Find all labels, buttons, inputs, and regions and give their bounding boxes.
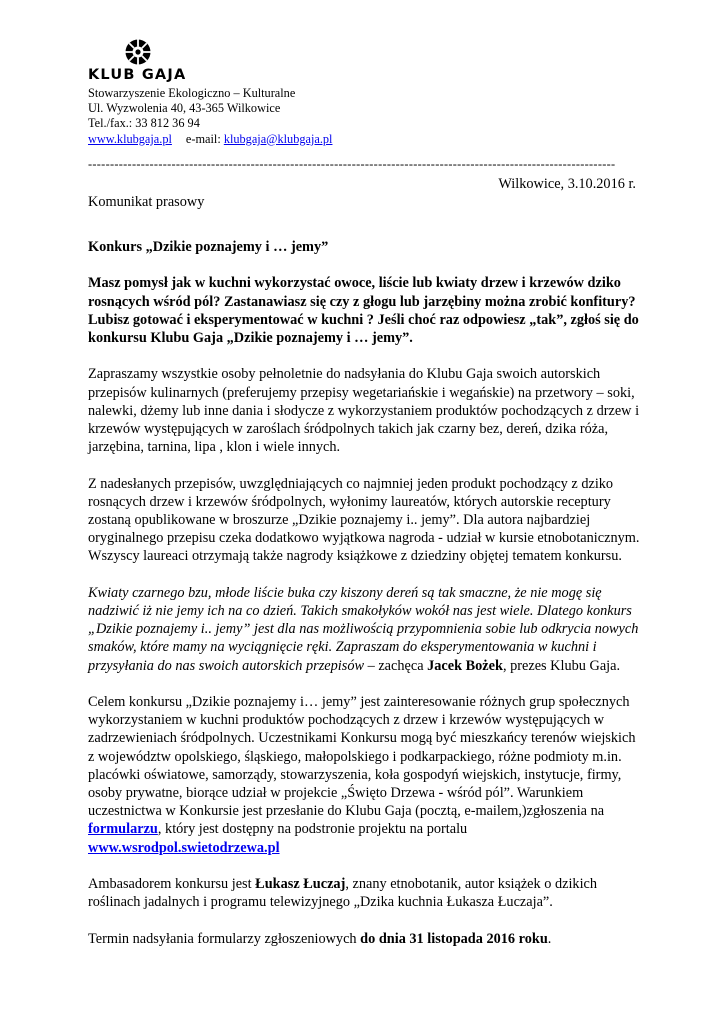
paragraph-prizes: Z nadesłanych przepisów, uwzględniających co najmniej jeden produkt pochodzący z dziko rosnących drzew i krzewów śródpolnych, wyłonimy laureatów, których autorskie receptury zostaną opublikowane w broszurze „Dzikie poznajemy i.. jemy”. Dla autora najbardziej oryginalnego przepisu czeka dodatkowo wyjątkowa nagroda - udział w kursie etnobotanicznym. Wszyscy laureaci otrzymają także nagrody książkowe z dziedziny objętej tematem konkursu. bbox=[88, 475, 640, 565]
deadline-suffix: . bbox=[547, 930, 552, 947]
contest-title: Konkurs „Dzikie poznajemy i … jemy” bbox=[88, 239, 329, 255]
org-phone: Tel./fax.: 33 812 36 94 bbox=[88, 116, 200, 131]
website-link[interactable]: www.klubgaja.pl bbox=[88, 131, 172, 146]
logo-wordmark: KLUB GAJA bbox=[88, 67, 187, 83]
deadline-prefix: Termin nadsyłania formularzy zgłoszeniowych bbox=[88, 930, 361, 947]
org-name: Stowarzyszenie Ekologiczno – Kulturalne bbox=[88, 86, 296, 100]
email-link[interactable]: klubgaja@klubgaja.pl bbox=[223, 131, 333, 146]
paragraph-goal bbox=[88, 693, 640, 857]
deadline-date: do dnia 31 listopada 2016 roku bbox=[360, 930, 548, 947]
logo-emblem-icon bbox=[88, 38, 208, 68]
lead-paragraph: Masz pomysł jak w kuchni wykorzystać owoce, liście lub kwiaty drzew i krzewów dziko rosnących wśród pól? Zastanawiasz się czy z głogu lub jarzębiny można zrobić konfitury? Lubisz gotować i eksperymentować w kuchni ? Jeśli choć raz odpowiesz „tak”, zgłoś się do konkursu Klubu Gaja „Dzikie poznajemy i … jemy”. bbox=[88, 275, 639, 346]
email-label: e-mail: bbox=[185, 131, 221, 146]
dashed-separator: ------------------------------------------------------------------------------------------------------------------------ bbox=[88, 157, 616, 171]
klub-gaja-logo bbox=[88, 38, 208, 88]
quote-attribution-suffix: , prezes Klubu Gaja. bbox=[502, 657, 621, 674]
paragraph-ambassador bbox=[88, 875, 640, 911]
goal-text: Celem konkursu „Dzikie poznajemy i… jemy” jest zainteresowanie różnych grup społecznych wykorzystaniem w kuchni produktów pochodzących z drzew i krzewów występujących w zadrzewieniach śródpolnych. Uczestnikami Konkursu mogą być mieszkańcy terenów wiejskich z województw opolskiego, śląskiego, małopolskiego i podkarpackiego, różne podmioty m.in. placówki oświatowe, samorządy, stowarzyszenia, koła gospodyń wiejskich, instytucje, firmy, osoby prywatne, biorące udział w projekcie „Święto Drzewa - wśród pól”. Warunkiem uczestnictwa w Konkursie jest przesłanie do Klubu Gaja (pocztą, e-mailem,)zgłoszenia na bbox=[88, 694, 636, 820]
document-type: Komunikat prasowy bbox=[88, 194, 205, 210]
org-contact-block bbox=[88, 86, 332, 147]
ambassador-name: Łukasz Łuczaj bbox=[255, 876, 346, 893]
form-link[interactable]: formularzu bbox=[88, 821, 158, 838]
quote-paragraph bbox=[88, 584, 640, 675]
org-links bbox=[88, 132, 332, 147]
org-address: Ul. Wyzwolenia 40, 43-365 Wilkowice bbox=[88, 101, 281, 116]
quote-text: Kwiaty czarnego bzu, młode liście buka czy kiszony dereń są tak smaczne, że nie mogę się nadziwić iż nie jemy ich na co dzień. Takich smakołyków wokół nas jest wiele. Dlatego konkurs „Dzikie poznajemy i.. jemy” jest dla nas możliwością przypomnienia sobie lub odkrycia nowych smaków, które mamy na wyciągnięcie ręki. Zapraszam do eksperymentowania w kuchni i przysyłania do nas swoich autorskich przepisów bbox=[88, 584, 639, 674]
goal-middle: , który jest dostępny na podstronie projektu na portalu bbox=[157, 821, 468, 838]
quote-attribution-prefix: – zachęca bbox=[364, 657, 428, 674]
date-line: Wilkowice, 3.10.2016 r. bbox=[498, 176, 636, 192]
article-body bbox=[88, 238, 640, 966]
paragraph-deadline bbox=[88, 930, 640, 948]
ambassador-prefix: Ambasadorem konkursu jest bbox=[88, 876, 256, 893]
ambassador-suffix: , znany etnobotanik, autor książek o dzikich roślinach jadalnych i programu telewizyjnego „Dzika kuchnia Łukasza Łuczaja”. bbox=[88, 876, 598, 911]
quote-author: Jacek Bożek bbox=[427, 657, 503, 674]
paragraph-invitation: Zapraszamy wszystkie osoby pełnoletnie do nadsyłania do Klubu Gaja swoich autorskich przepisów kulinarnych (preferujemy przepisy wegetariańskie i wegańskie) na przetwory – soki, nalewki, dżemy lub inne dania i słodycze z wykorzystaniem produktów pochodzących z drzew i krzewów występujących w zaroślach śródpolnych takich jak czarny bez, dereń, dzika róża, jarzębina, tarnina, lipa , klon i wiele innych. bbox=[88, 366, 640, 456]
portal-link[interactable]: www.wsrodpol.swietodrzewa.pl bbox=[88, 839, 280, 856]
